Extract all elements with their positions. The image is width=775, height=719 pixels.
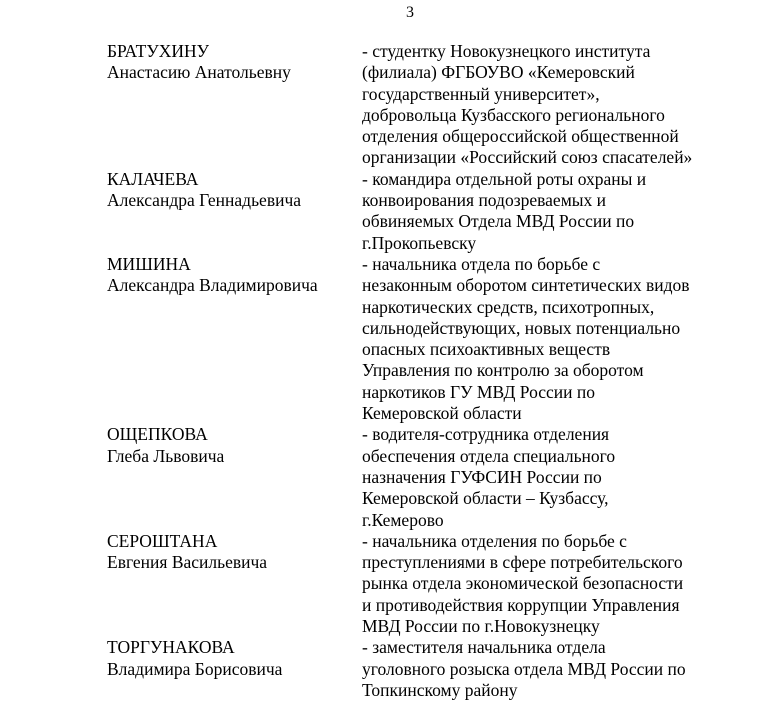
description-line: наркотических средств, психотропных, xyxy=(362,296,655,317)
surname: МИШИНА xyxy=(107,253,191,274)
list-entry xyxy=(0,531,775,637)
person-name xyxy=(107,41,352,84)
description-line: г.Кемерово xyxy=(362,509,444,530)
surname: БРАТУХИНУ xyxy=(107,41,210,61)
given-name: Владимира Борисовича xyxy=(107,658,283,679)
description-line: наркотиков ГУ МВД России по xyxy=(362,381,596,402)
description-line: обеспечения отдела специального xyxy=(362,445,616,466)
list-entry xyxy=(0,637,775,701)
list-entry xyxy=(0,424,775,530)
description-line: назначения ГУФСИН России по xyxy=(362,466,602,487)
description-line: - начальника отдела по борьбе с xyxy=(362,253,601,274)
person-description xyxy=(362,424,772,530)
surname: ОЩЕПКОВА xyxy=(107,424,208,445)
list-entry xyxy=(0,254,775,424)
description-line: и противодействия коррупции Управления xyxy=(362,594,680,615)
description-line: - командира отдельной роты охраны и xyxy=(362,168,647,189)
person-description xyxy=(362,531,772,637)
person-description xyxy=(362,254,772,424)
given-name: Глеба Львовича xyxy=(107,445,225,466)
person-name xyxy=(107,531,352,574)
description-line: государственный университет», xyxy=(362,83,600,104)
award-list xyxy=(0,41,775,701)
description-line: организации «Российский союз спасателей» xyxy=(362,147,693,168)
description-line: уголовного розыска отдела МВД России по xyxy=(362,658,686,679)
list-entry xyxy=(0,41,775,169)
list-entry xyxy=(0,169,775,254)
description-line: преступлениями в сфере потребительского xyxy=(362,552,683,573)
surname: ТОРГУНАКОВА xyxy=(107,637,235,658)
description-line: опасных психоактивных веществ xyxy=(362,339,611,360)
description-line: - студентку Новокузнецкого института xyxy=(362,41,651,61)
description-line: г.Прокопьевску xyxy=(362,232,477,253)
surname: КАЛАЧЕВА xyxy=(107,168,199,189)
description-line: - заместителя начальника отдела xyxy=(362,637,606,658)
given-name: Александра Геннадьевича xyxy=(107,190,302,211)
description-line: отделения общероссийской общественной xyxy=(362,126,679,147)
given-name: Александра Владимировича xyxy=(107,275,318,296)
person-name xyxy=(107,169,352,212)
description-line: - начальника отделения по борьбе с xyxy=(362,530,627,551)
description-line: конвоирования подозреваемых и xyxy=(362,190,607,211)
person-description xyxy=(362,169,772,254)
description-line: рынка отдела экономической безопасности xyxy=(362,573,684,594)
person-name xyxy=(107,254,352,297)
given-name: Анастасию Анатольевну xyxy=(107,62,291,83)
description-line: сильнодействующих, новых потенциально xyxy=(362,317,681,338)
description-line: Кемеровской области – Кузбассу, xyxy=(362,488,609,509)
description-line: незаконным оборотом синтетических видов xyxy=(362,275,690,296)
description-line: - водителя-сотрудника отделения xyxy=(362,424,610,445)
page-number: 3 xyxy=(406,4,414,21)
description-line: (филиала) ФГБОУВО «Кемеровский xyxy=(362,62,635,83)
person-description xyxy=(362,41,772,169)
person-name xyxy=(107,424,352,467)
description-line: обвиняемых Отдела МВД России по xyxy=(362,211,635,232)
description-line: добровольца Кузбасского регионального xyxy=(362,104,665,125)
surname: СЕРОШТАНА xyxy=(107,530,218,551)
description-line: Кемеровской области xyxy=(362,403,522,424)
person-name xyxy=(107,637,352,680)
description-line: Управления по контролю за оборотом xyxy=(362,360,644,381)
description-line: Топкинскому району xyxy=(362,679,518,700)
person-description xyxy=(362,637,772,701)
given-name: Евгения Васильевича xyxy=(107,552,268,573)
description-line: МВД России по г.Новокузнецку xyxy=(362,616,600,637)
